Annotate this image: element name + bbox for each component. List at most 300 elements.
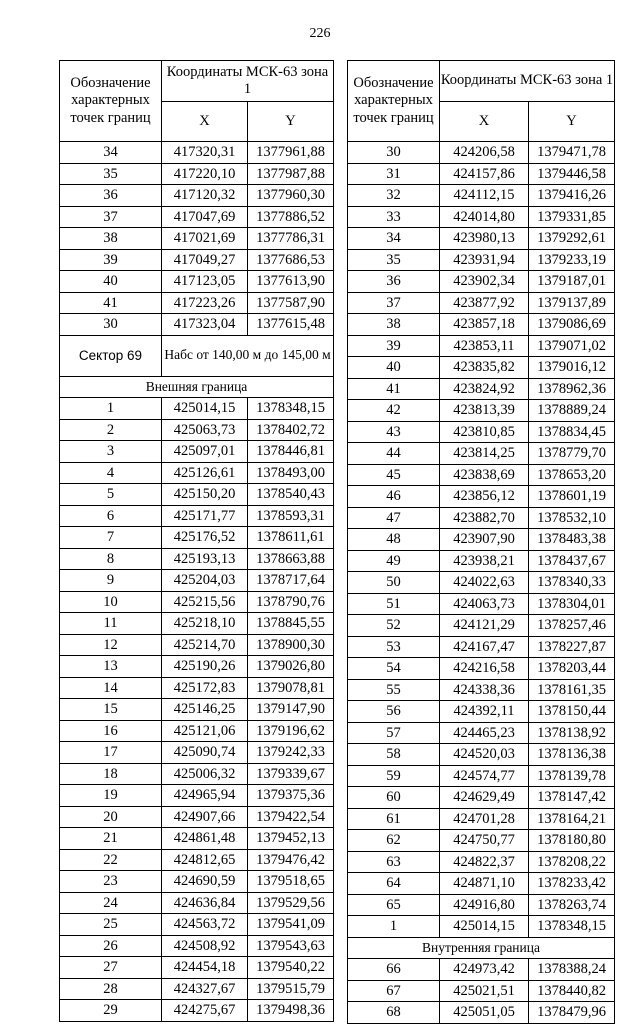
y-coordinate-cell: 1379292,61: [529, 228, 615, 250]
table-row: [348, 421, 615, 443]
table-row: [60, 441, 334, 463]
table-row: [60, 527, 334, 549]
x-coordinate-cell: 423877,92: [440, 292, 529, 314]
x-coordinate-cell: 424275,67: [162, 1000, 248, 1022]
point-id-cell: 34: [348, 228, 440, 250]
table-row: [60, 677, 334, 699]
table-row: [348, 1002, 615, 1024]
y-coordinate-cell: 1378203,44: [529, 658, 615, 680]
x-coordinate-cell: 425214,70: [162, 634, 248, 656]
point-id-cell: 38: [60, 228, 162, 250]
table-row: [348, 529, 615, 551]
table-row: [348, 271, 615, 293]
table-row: [348, 314, 615, 336]
y-coordinate-cell: 1379026,80: [248, 656, 334, 678]
point-id-cell: 27: [60, 957, 162, 979]
y-coordinate-cell: 1378479,96: [529, 1002, 615, 1024]
x-coordinate-cell: 423907,90: [440, 529, 529, 551]
x-coordinate-cell: 425176,52: [162, 527, 248, 549]
y-coordinate-cell: 1378138,92: [529, 722, 615, 744]
y-coordinate-cell: 1379331,85: [529, 206, 615, 228]
point-id-cell: 2: [60, 419, 162, 441]
y-coordinate-cell: 1377960,30: [248, 185, 334, 207]
table-row: [348, 830, 615, 852]
table-row: [348, 335, 615, 357]
y-coordinate-cell: 1379416,26: [529, 185, 615, 207]
point-id-cell: 50: [348, 572, 440, 594]
table-row: [60, 228, 334, 250]
point-id-cell: 38: [348, 314, 440, 336]
table-row: [60, 634, 334, 656]
table-row: [60, 570, 334, 592]
table-row: [60, 462, 334, 484]
column-header-coordinate-system: Координаты МСК-63 зона 1: [162, 61, 334, 102]
x-coordinate-cell: 425063,73: [162, 419, 248, 441]
y-coordinate-cell: 1377613,90: [248, 271, 334, 293]
x-coordinate-cell: 425126,61: [162, 462, 248, 484]
x-coordinate-cell: 425021,51: [440, 980, 529, 1002]
y-coordinate-cell: 1378663,88: [248, 548, 334, 570]
x-coordinate-cell: 423838,69: [440, 464, 529, 486]
point-id-cell: 20: [60, 806, 162, 828]
point-id-cell: 4: [60, 462, 162, 484]
x-coordinate-cell: 423857,18: [440, 314, 529, 336]
table-row: [60, 591, 334, 613]
column-header-point: Обозначение характерных точек границ: [348, 61, 440, 142]
table-row: [60, 163, 334, 185]
table-row: [60, 957, 334, 979]
y-coordinate-cell: 1378593,31: [248, 505, 334, 527]
point-id-cell: 22: [60, 849, 162, 871]
x-coordinate-cell: 424907,66: [162, 806, 248, 828]
y-coordinate-cell: 1379498,36: [248, 1000, 334, 1022]
table-row: [348, 464, 615, 486]
table-body-right: [348, 142, 615, 1024]
table-row: [348, 443, 615, 465]
x-coordinate-cell: 424112,15: [440, 185, 529, 207]
point-id-cell: 7: [60, 527, 162, 549]
column-header-x: X: [162, 102, 248, 142]
table-row: [60, 484, 334, 506]
x-coordinate-cell: 424327,67: [162, 978, 248, 1000]
y-coordinate-cell: 1379540,22: [248, 957, 334, 979]
point-id-cell: 5: [60, 484, 162, 506]
table-row: [348, 486, 615, 508]
point-id-cell: 42: [348, 400, 440, 422]
y-coordinate-cell: 1379242,33: [248, 742, 334, 764]
point-id-cell: 39: [348, 335, 440, 357]
y-coordinate-cell: 1378889,24: [529, 400, 615, 422]
x-coordinate-cell: 425097,01: [162, 441, 248, 463]
table-row: [60, 978, 334, 1000]
x-coordinate-cell: 423882,70: [440, 507, 529, 529]
table-row: [348, 593, 615, 615]
point-id-cell: 66: [348, 959, 440, 981]
point-id-cell: 35: [348, 249, 440, 271]
x-coordinate-cell: 424690,59: [162, 871, 248, 893]
y-coordinate-cell: 1378845,55: [248, 613, 334, 635]
x-coordinate-cell: 424861,48: [162, 828, 248, 850]
sector-name: Сектор 69: [60, 335, 162, 376]
y-coordinate-cell: 1377961,88: [248, 142, 334, 164]
x-coordinate-cell: 424636,84: [162, 892, 248, 914]
y-coordinate-cell: 1378532,10: [529, 507, 615, 529]
table-row: [348, 400, 615, 422]
y-coordinate-cell: 1378208,22: [529, 851, 615, 873]
x-coordinate-cell: 423856,12: [440, 486, 529, 508]
x-coordinate-cell: 424157,86: [440, 163, 529, 185]
y-coordinate-cell: 1379422,54: [248, 806, 334, 828]
x-coordinate-cell: 424121,29: [440, 615, 529, 637]
point-id-cell: 28: [60, 978, 162, 1000]
x-coordinate-cell: 424750,77: [440, 830, 529, 852]
point-id-cell: 3: [60, 441, 162, 463]
point-id-cell: 64: [348, 873, 440, 895]
x-coordinate-cell: 425150,20: [162, 484, 248, 506]
table-row: [60, 742, 334, 764]
point-id-cell: 57: [348, 722, 440, 744]
table-row: [60, 142, 334, 164]
point-id-cell: 52: [348, 615, 440, 637]
table-row: [348, 636, 615, 658]
y-coordinate-cell: 1378263,74: [529, 894, 615, 916]
table-row: [348, 679, 615, 701]
x-coordinate-cell: 424392,11: [440, 701, 529, 723]
x-coordinate-cell: 417049,27: [162, 249, 248, 271]
table-row: [348, 507, 615, 529]
y-coordinate-cell: 1378440,82: [529, 980, 615, 1002]
y-coordinate-cell: 1378962,36: [529, 378, 615, 400]
point-id-cell: 15: [60, 699, 162, 721]
x-coordinate-cell: 424629,49: [440, 787, 529, 809]
y-coordinate-cell: 1377615,48: [248, 314, 334, 336]
table-row: [348, 959, 615, 981]
point-id-cell: 10: [60, 591, 162, 613]
table-row: [348, 357, 615, 379]
table-row: [348, 228, 615, 250]
inner-boundary-heading-row: [348, 937, 615, 959]
y-coordinate-cell: 1377686,53: [248, 249, 334, 271]
x-coordinate-cell: 425171,77: [162, 505, 248, 527]
point-id-cell: 63: [348, 851, 440, 873]
point-id-cell: 6: [60, 505, 162, 527]
column-header-x: X: [440, 102, 529, 142]
point-id-cell: 58: [348, 744, 440, 766]
point-id-cell: 33: [348, 206, 440, 228]
x-coordinate-cell: 424916,80: [440, 894, 529, 916]
y-coordinate-cell: 1378257,46: [529, 615, 615, 637]
x-coordinate-cell: 425190,26: [162, 656, 248, 678]
point-id-cell: 1: [348, 916, 440, 938]
point-id-cell: 59: [348, 765, 440, 787]
y-coordinate-cell: 1378233,42: [529, 873, 615, 895]
x-coordinate-cell: 423902,34: [440, 271, 529, 293]
table-row: [348, 378, 615, 400]
x-coordinate-cell: 424973,42: [440, 959, 529, 981]
table-row: [348, 744, 615, 766]
point-id-cell: 41: [348, 378, 440, 400]
sector-row: [60, 335, 334, 376]
y-coordinate-cell: 1379016,12: [529, 357, 615, 379]
point-id-cell: 30: [60, 314, 162, 336]
x-coordinate-cell: 424574,77: [440, 765, 529, 787]
y-coordinate-cell: 1378147,42: [529, 787, 615, 809]
x-coordinate-cell: 417047,69: [162, 206, 248, 228]
point-id-cell: 60: [348, 787, 440, 809]
table-row: [60, 292, 334, 314]
point-id-cell: 67: [348, 980, 440, 1002]
x-coordinate-cell: 425014,15: [440, 916, 529, 938]
y-coordinate-cell: 1378388,24: [529, 959, 615, 981]
table-row: [60, 849, 334, 871]
point-id-cell: 37: [348, 292, 440, 314]
point-id-cell: 11: [60, 613, 162, 635]
point-id-cell: 46: [348, 486, 440, 508]
x-coordinate-cell: 423980,13: [440, 228, 529, 250]
x-coordinate-cell: 417120,32: [162, 185, 248, 207]
table-row: [348, 658, 615, 680]
y-coordinate-cell: 1378493,00: [248, 462, 334, 484]
y-coordinate-cell: 1377786,31: [248, 228, 334, 250]
x-coordinate-cell: 423853,11: [440, 335, 529, 357]
y-coordinate-cell: 1378790,76: [248, 591, 334, 613]
x-coordinate-cell: 424701,28: [440, 808, 529, 830]
y-coordinate-cell: 1379518,65: [248, 871, 334, 893]
x-coordinate-cell: 424167,47: [440, 636, 529, 658]
inner-boundary-heading: Внутренняя граница: [348, 937, 615, 959]
y-coordinate-cell: 1379086,69: [529, 314, 615, 336]
y-coordinate-cell: 1378483,38: [529, 529, 615, 551]
table-row: [60, 720, 334, 742]
point-id-cell: 48: [348, 529, 440, 551]
x-coordinate-cell: 425172,83: [162, 677, 248, 699]
x-coordinate-cell: 423938,21: [440, 550, 529, 572]
x-coordinate-cell: 424812,65: [162, 849, 248, 871]
x-coordinate-cell: 424206,58: [440, 142, 529, 164]
x-coordinate-cell: 417220,10: [162, 163, 248, 185]
point-id-cell: 26: [60, 935, 162, 957]
y-coordinate-cell: 1377886,52: [248, 206, 334, 228]
table-row: [60, 828, 334, 850]
x-coordinate-cell: 424465,23: [440, 722, 529, 744]
table-body-left: [60, 142, 334, 1022]
table-row: [60, 398, 334, 420]
point-id-cell: 19: [60, 785, 162, 807]
table-row: [348, 916, 615, 938]
outer-boundary-heading: Внешняя граница: [60, 376, 334, 398]
point-id-cell: 43: [348, 421, 440, 443]
y-coordinate-cell: 1378348,15: [248, 398, 334, 420]
table-row: [348, 808, 615, 830]
x-coordinate-cell: 424014,80: [440, 206, 529, 228]
point-id-cell: 37: [60, 206, 162, 228]
y-coordinate-cell: 1378446,81: [248, 441, 334, 463]
point-id-cell: 1: [60, 398, 162, 420]
table-row: [348, 185, 615, 207]
y-coordinate-cell: 1379078,81: [248, 677, 334, 699]
table-row: [348, 787, 615, 809]
x-coordinate-cell: 424216,58: [440, 658, 529, 680]
point-id-cell: 49: [348, 550, 440, 572]
y-coordinate-cell: 1379452,13: [248, 828, 334, 850]
y-coordinate-cell: 1378540,43: [248, 484, 334, 506]
x-coordinate-cell: 423824,92: [440, 378, 529, 400]
x-coordinate-cell: 424022,63: [440, 572, 529, 594]
point-id-cell: 30: [348, 142, 440, 164]
point-id-cell: 40: [60, 271, 162, 293]
point-id-cell: 68: [348, 1002, 440, 1024]
point-id-cell: 23: [60, 871, 162, 893]
table-row: [348, 873, 615, 895]
x-coordinate-cell: 425215,56: [162, 591, 248, 613]
coordinates-table-right: [347, 60, 615, 1024]
x-coordinate-cell: 424871,10: [440, 873, 529, 895]
table-row: [60, 699, 334, 721]
table-row: [60, 271, 334, 293]
x-coordinate-cell: 417021,69: [162, 228, 248, 250]
table-row: [60, 656, 334, 678]
table-row: [348, 701, 615, 723]
x-coordinate-cell: 425204,03: [162, 570, 248, 592]
table-row: [60, 613, 334, 635]
table-row: [60, 249, 334, 271]
y-coordinate-cell: 1378348,15: [529, 916, 615, 938]
point-id-cell: 41: [60, 292, 162, 314]
y-coordinate-cell: 1378164,21: [529, 808, 615, 830]
table-row: [348, 292, 615, 314]
table-row: [60, 935, 334, 957]
y-coordinate-cell: 1379446,58: [529, 163, 615, 185]
y-coordinate-cell: 1378601,19: [529, 486, 615, 508]
x-coordinate-cell: 423814,25: [440, 443, 529, 465]
point-id-cell: 32: [348, 185, 440, 207]
table-row: [60, 206, 334, 228]
table-row: [348, 980, 615, 1002]
y-coordinate-cell: 1379543,63: [248, 935, 334, 957]
y-coordinate-cell: 1379071,02: [529, 335, 615, 357]
point-id-cell: 9: [60, 570, 162, 592]
point-id-cell: 24: [60, 892, 162, 914]
point-id-cell: 53: [348, 636, 440, 658]
table-row: [348, 142, 615, 164]
point-id-cell: 65: [348, 894, 440, 916]
y-coordinate-cell: 1378611,61: [248, 527, 334, 549]
y-coordinate-cell: 1379196,62: [248, 720, 334, 742]
point-id-cell: 44: [348, 443, 440, 465]
point-id-cell: 56: [348, 701, 440, 723]
table-row: [60, 505, 334, 527]
y-coordinate-cell: 1378340,33: [529, 572, 615, 594]
x-coordinate-cell: 424822,37: [440, 851, 529, 873]
outer-boundary-heading-row: [60, 376, 334, 398]
point-id-cell: 62: [348, 830, 440, 852]
y-coordinate-cell: 1378834,45: [529, 421, 615, 443]
table-row: [60, 419, 334, 441]
x-coordinate-cell: 424965,94: [162, 785, 248, 807]
page-number: 226: [309, 26, 331, 41]
table-row: [60, 314, 334, 336]
table-row: [60, 892, 334, 914]
y-coordinate-cell: 1379541,09: [248, 914, 334, 936]
x-coordinate-cell: 424563,72: [162, 914, 248, 936]
x-coordinate-cell: 423931,94: [440, 249, 529, 271]
y-coordinate-cell: 1379339,67: [248, 763, 334, 785]
table-row: [60, 185, 334, 207]
point-id-cell: 25: [60, 914, 162, 936]
y-coordinate-cell: 1379375,36: [248, 785, 334, 807]
table-row: [60, 1000, 334, 1022]
x-coordinate-cell: 417123,05: [162, 271, 248, 293]
point-id-cell: 51: [348, 593, 440, 615]
point-id-cell: 29: [60, 1000, 162, 1022]
y-coordinate-cell: 1379529,56: [248, 892, 334, 914]
table-row: [60, 548, 334, 570]
coordinates-table-left: [59, 60, 334, 1022]
point-id-cell: 47: [348, 507, 440, 529]
table-row: [60, 914, 334, 936]
y-coordinate-cell: 1378717,64: [248, 570, 334, 592]
x-coordinate-cell: 423835,82: [440, 357, 529, 379]
point-id-cell: 21: [60, 828, 162, 850]
point-id-cell: 16: [60, 720, 162, 742]
column-header-y: Y: [529, 102, 615, 142]
x-coordinate-cell: 425006,32: [162, 763, 248, 785]
table-row: [348, 615, 615, 637]
x-coordinate-cell: 417223,26: [162, 292, 248, 314]
table-row: [348, 550, 615, 572]
column-header-point: Обозначение характерных точек границ: [60, 61, 162, 142]
point-id-cell: 36: [348, 271, 440, 293]
y-coordinate-cell: 1378437,67: [529, 550, 615, 572]
y-coordinate-cell: 1378139,78: [529, 765, 615, 787]
x-coordinate-cell: 425146,25: [162, 699, 248, 721]
point-id-cell: 45: [348, 464, 440, 486]
point-id-cell: 61: [348, 808, 440, 830]
point-id-cell: 8: [60, 548, 162, 570]
table-row: [348, 722, 615, 744]
y-coordinate-cell: 1378304,01: [529, 593, 615, 615]
x-coordinate-cell: 425193,13: [162, 548, 248, 570]
y-coordinate-cell: 1378653,20: [529, 464, 615, 486]
y-coordinate-cell: 1379187,01: [529, 271, 615, 293]
y-coordinate-cell: 1379471,78: [529, 142, 615, 164]
point-id-cell: 31: [348, 163, 440, 185]
column-header-coordinate-system: Координаты МСК-63 зона 1: [440, 61, 615, 102]
point-id-cell: 12: [60, 634, 162, 656]
x-coordinate-cell: 424338,36: [440, 679, 529, 701]
table-row: [348, 163, 615, 185]
point-id-cell: 54: [348, 658, 440, 680]
point-id-cell: 34: [60, 142, 162, 164]
x-coordinate-cell: 417323,04: [162, 314, 248, 336]
table-row: [60, 763, 334, 785]
table-row: [60, 871, 334, 893]
y-coordinate-cell: 1377587,90: [248, 292, 334, 314]
y-coordinate-cell: 1378900,30: [248, 634, 334, 656]
table-row: [348, 206, 615, 228]
y-coordinate-cell: 1377987,88: [248, 163, 334, 185]
y-coordinate-cell: 1379147,90: [248, 699, 334, 721]
x-coordinate-cell: 425218,10: [162, 613, 248, 635]
point-id-cell: 35: [60, 163, 162, 185]
point-id-cell: 36: [60, 185, 162, 207]
point-id-cell: 13: [60, 656, 162, 678]
y-coordinate-cell: 1379233,19: [529, 249, 615, 271]
table-row: [348, 851, 615, 873]
x-coordinate-cell: 417320,31: [162, 142, 248, 164]
y-coordinate-cell: 1379476,42: [248, 849, 334, 871]
table-row: [348, 249, 615, 271]
